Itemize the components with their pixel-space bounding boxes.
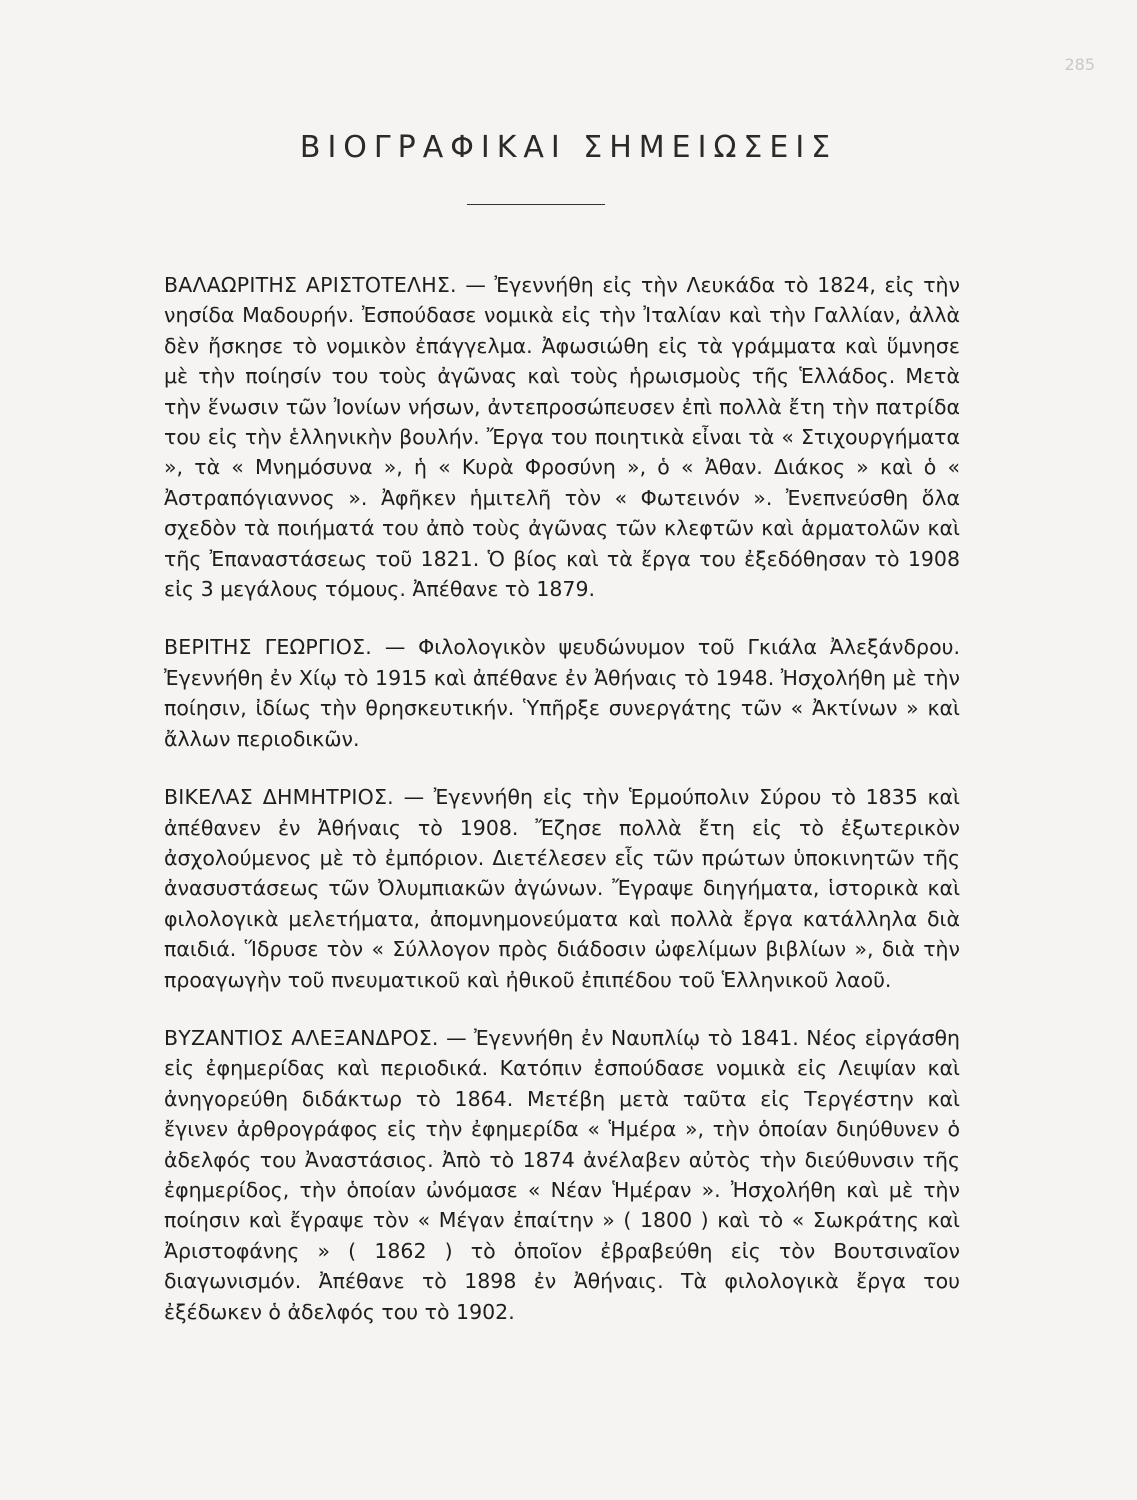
page-number: 285 [1064, 55, 1095, 74]
biography-entry [164, 1023, 960, 1327]
title-divider [467, 204, 605, 205]
biography-list [164, 270, 960, 1327]
entry-text: — Φιλολογικὸν ψευδώνυμον τοῦ Γκιάλα Ἀλεξάνδρου. Ἐγεννήθη ἐν Χίῳ τὸ 1915 καὶ ἀπέθανε ἐν Ἀθήναις τὸ 1948. Ἠσχολήθη μὲ τὴν ποίησιν, ἰδίως τὴν θρησκευτικήν. Ὑπῆρξε συνεργάτης τῶν « Ἀκτίνων » καὶ ἄλλων περιοδικῶν. [164, 635, 960, 751]
page-title: ΒΙΟΓΡΑΦΙΚΑΙ ΣΗΜΕΙΩΣΕΙΣ [299, 130, 838, 165]
entry-name: ΒΕΡΙΤΗΣ ΓΕΩΡΓΙΟΣ. [164, 635, 373, 660]
entry-name: ΒΙΚΕΛΑΣ ΔΗΜΗΤΡΙΟΣ. [164, 785, 394, 810]
entry-text: — Ἐγεννήθη εἰς τὴν Λευκάδα τὸ 1824, εἰς τὴν νησίδα Μαδουρήν. Ἐσπούδασε νομικὰ εἰς τὴν Ἰταλίαν καὶ τὴν Γαλλίαν, ἀλλὰ δὲν ἤσκησε τὸ νομικὸν ἐπάγγελμα. Ἀφωσιώθη εἰς τὰ γράμματα καὶ ὕμνησε μὲ τὴν ποίησίν του τοὺς ἀγῶνας καὶ τοὺς ἡρωισμοὺς τῆς Ἑλλάδος. Μετὰ τὴν ἕνωσιν τῶν Ἰονίων νήσων, ἀντεπροσώπευσεν ἐπὶ πολλὰ ἔτη τὴν πατρίδα του εἰς τὴν ἑλληνικὴν βουλήν. Ἔργα του ποιητικὰ εἶναι τὰ « Στιχουργήματα », τὰ « Μνημόσυνα », ἡ « Κυρὰ Φροσύνη », ὁ « Ἀθαν. Διάκος » καὶ ὁ « Ἀστραπόγιαννος ». Ἀφῆκεν ἡμιτελῆ τὸν « Φωτεινόν ». Ἐνεπνεύσθη ὅλα σχεδὸν τὰ ποιήματά του ἀπὸ τοὺς ἀγῶνας τῶν κλεφτῶν καὶ ἁρματολῶν καὶ τῆς Ἐπαναστάσεως τοῦ 1821. Ὁ βίος καὶ τὰ ἔργα του ἐξεδόθησαν τὸ 1908 εἰς 3 μεγάλους τόμους. Ἀπέθανε τὸ 1879. [164, 273, 961, 602]
entry-name: ΒΑΛΑΩΡΙΤΗΣ ΑΡΙΣΤΟΤΕΛΗΣ. [164, 273, 457, 297]
biography-entry [164, 782, 960, 995]
biography-entry [164, 270, 960, 604]
biography-entry [164, 632, 960, 754]
entry-text: — Ἐγεννήθη εἰς τὴν Ἑρμούπολιν Σύρου τὸ 1835 καὶ ἀπέθανεν ἐν Ἀθήναις τὸ 1908. Ἔζησε πολλὰ ἔτη εἰς τὸ ἐξωτερικὸν ἀσχολούμενος μὲ τὸ ἐμπόριον. Διετέλεσεν εἷς τῶν πρώτων ὑποκινητῶν τῆς ἀνασυστάσεως τῶν Ὀλυμπιακῶν ἀγώνων. Ἔγραψε διηγήματα, ἱστορικὰ καὶ φιλολογικὰ μελετήματα, ἀπομνημονεύματα καὶ πολλὰ ἔργα κατάλληλα διὰ παιδιά. Ἵδρυσε τὸν « Σύλλογον πρὸς διάδοσιν ὠφελίμων βιβλίων », διὰ τὴν προαγωγὴν τοῦ πνευματικοῦ καὶ ἠθικοῦ ἐπιπέδου τοῦ Ἑλληνικοῦ λαοῦ. [164, 785, 960, 992]
entry-name: ΒΥΖΑΝΤΙΟΣ ΑΛΕΞΑΝΔΡΟΣ. [164, 1025, 439, 1050]
entry-text: — Ἐγεννήθη ἐν Ναυπλίῳ τὸ 1841. Νέος εἰργάσθη εἰς ἐφημερίδας καὶ περιοδικά. Κατόπιν ἐσπούδασε νομικὰ εἰς Λειψίαν καὶ ἀνηγορεύθη διδάκτωρ τὸ 1864. Μετέβη μετὰ ταῦτα εἰς Τεργέστην καὶ ἔγινεν ἀρθρογράφος εἰς τὴν ἐφημερίδα « Ἡμέρα », τὴν ὁποίαν διηύθυνεν ὁ ἀδελφός του Ἀναστάσιος. Ἀπὸ τὸ 1874 ἀνέλαβεν αὐτὸς τὴν διεύθυνσιν τῆς ἐφημερίδος, τὴν ὁποίαν ὠνόμασε « Νέαν Ἡμέραν ». Ἠσχολήθη καὶ μὲ τὴν ποίησιν καὶ ἔγραψε τὸν « Μέγαν ἐπαίτην » ( 1800 ) καὶ τὸ « Σωκράτης καὶ Ἀριστοφάνης » ( 1862 ) τὸ ὁποῖον ἐβραβεύθη εἰς τὸν Βουτσιναῖον διαγωνισμόν. Ἀπέθανε τὸ 1898 ἐν Ἀθήναις. Τὰ φιλολογικὰ ἔργα του ἐξέδωκεν ὁ ἀδελφός του τὸ 1902. [164, 1025, 960, 1324]
